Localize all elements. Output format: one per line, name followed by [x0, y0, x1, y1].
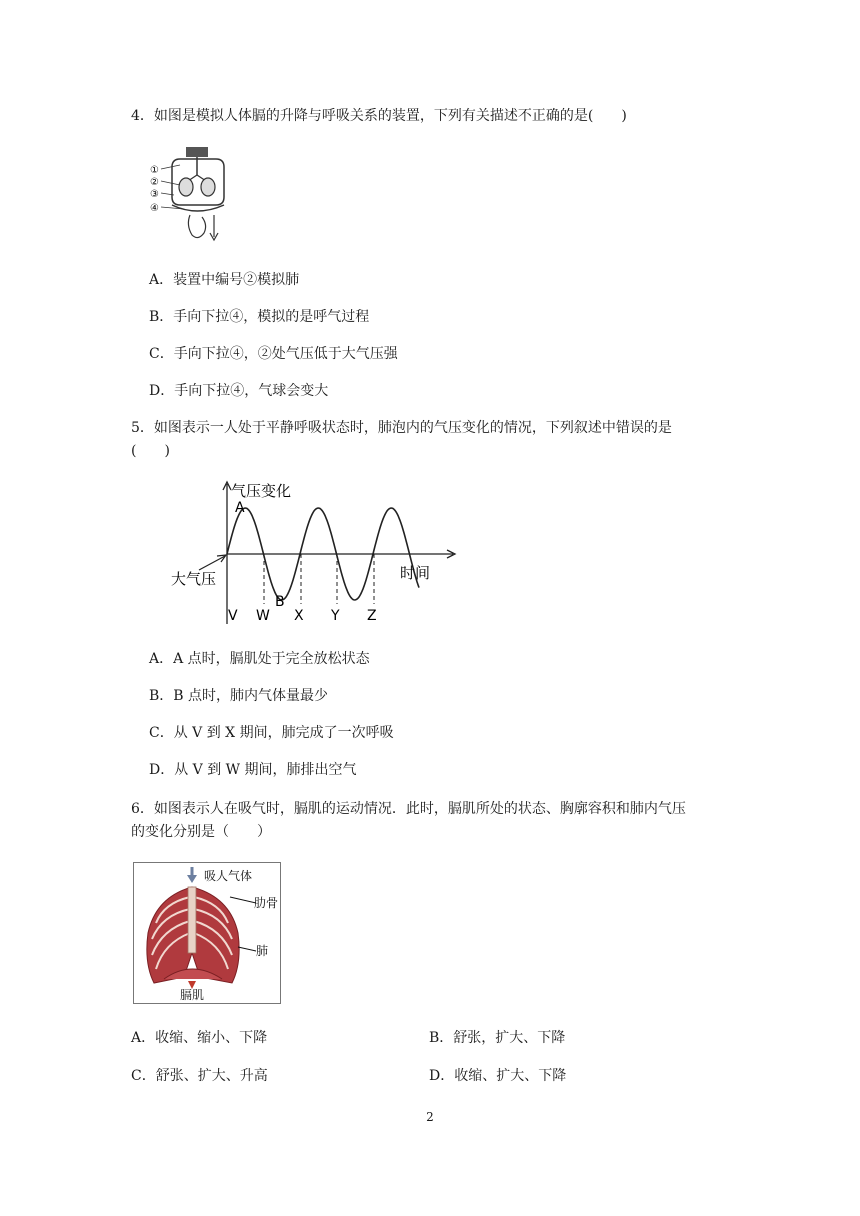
- q6-option-b: B．舒张，扩大、下降: [429, 1030, 566, 1046]
- rib-label: 肋骨: [254, 896, 279, 910]
- figure-label-2: ②: [150, 177, 159, 188]
- q5-stem-line2: ( ): [131, 443, 170, 459]
- q6-stem-line1: 6．如图表示人在吸气时，膈肌的运动情况．此时，膈肌所处的状态、胸廓容积和肺内气压: [131, 801, 686, 817]
- right-balloon: [201, 178, 215, 196]
- hand: [188, 215, 205, 238]
- trough-label: B: [275, 594, 285, 610]
- q4-option-c: C．手向下拉④，②处气压低于大气压强: [149, 346, 398, 362]
- rubber-membrane: [172, 205, 224, 211]
- q4-stem: 4．如图是模拟人体膈的升降与呼吸关系的装置，下列有关描述不正确的是( ): [131, 108, 627, 124]
- q4-option-d: D．手向下拉④，气球会变大: [149, 383, 329, 399]
- inhale-arrow-icon: [187, 875, 197, 883]
- figure-label-3: ③: [150, 189, 159, 200]
- lung-label: 肺: [256, 944, 269, 958]
- point-v-label: V: [228, 608, 238, 624]
- peak-label: A: [235, 500, 245, 516]
- inhale-label: 吸人气体: [204, 869, 253, 883]
- q6-option-c: C．舒张、扩大、升高: [131, 1068, 268, 1084]
- point-z-label: Z: [367, 608, 377, 624]
- pressure-wave-figure: [165, 474, 465, 630]
- jar-stopper: [186, 147, 208, 157]
- q6-option-d: D．收缩、扩大、下降: [429, 1068, 567, 1084]
- sternum: [188, 887, 196, 953]
- point-x-label: X: [294, 608, 304, 624]
- q5-option-c: C．从 V 到 X 期间，肺完成了一次呼吸: [149, 725, 394, 741]
- q5-option-d: D．从 V 到 W 期间，肺排出空气: [149, 762, 357, 778]
- q6-option-a: A．收缩、缩小、下降: [131, 1030, 268, 1046]
- figure-label-1: ①: [150, 165, 159, 176]
- page-number: 2: [426, 1110, 434, 1124]
- ribcage-figure: [133, 862, 281, 1004]
- point-w-label: W: [256, 608, 270, 624]
- q6-stem-line2: 的变化分别是（ ）: [131, 824, 271, 840]
- figure-label-4: ④: [150, 203, 159, 214]
- left-balloon: [179, 178, 193, 196]
- q4-option-b: B．手向下拉④，模拟的是呼气过程: [149, 309, 370, 325]
- q5-stem-line1: 5．如图表示一人处于平静呼吸状态时，肺泡内的气压变化的情况，下列叙述中错误的是: [131, 420, 672, 436]
- q5-option-b: B．B 点时，肺内气体量最少: [149, 688, 329, 704]
- bell-jar-figure: [150, 145, 230, 245]
- diaphragm-label: 膈肌: [180, 988, 205, 1002]
- x-axis-label: 时间: [400, 564, 431, 582]
- y-axis-label: 气压变化: [231, 482, 292, 500]
- q5-option-a: A．A 点时，膈肌处于完全放松状态: [149, 651, 370, 667]
- baseline-label: 大气压: [171, 570, 217, 588]
- point-y-label: Y: [331, 608, 340, 624]
- q4-option-a: A．装置中编号②模拟肺: [149, 272, 300, 288]
